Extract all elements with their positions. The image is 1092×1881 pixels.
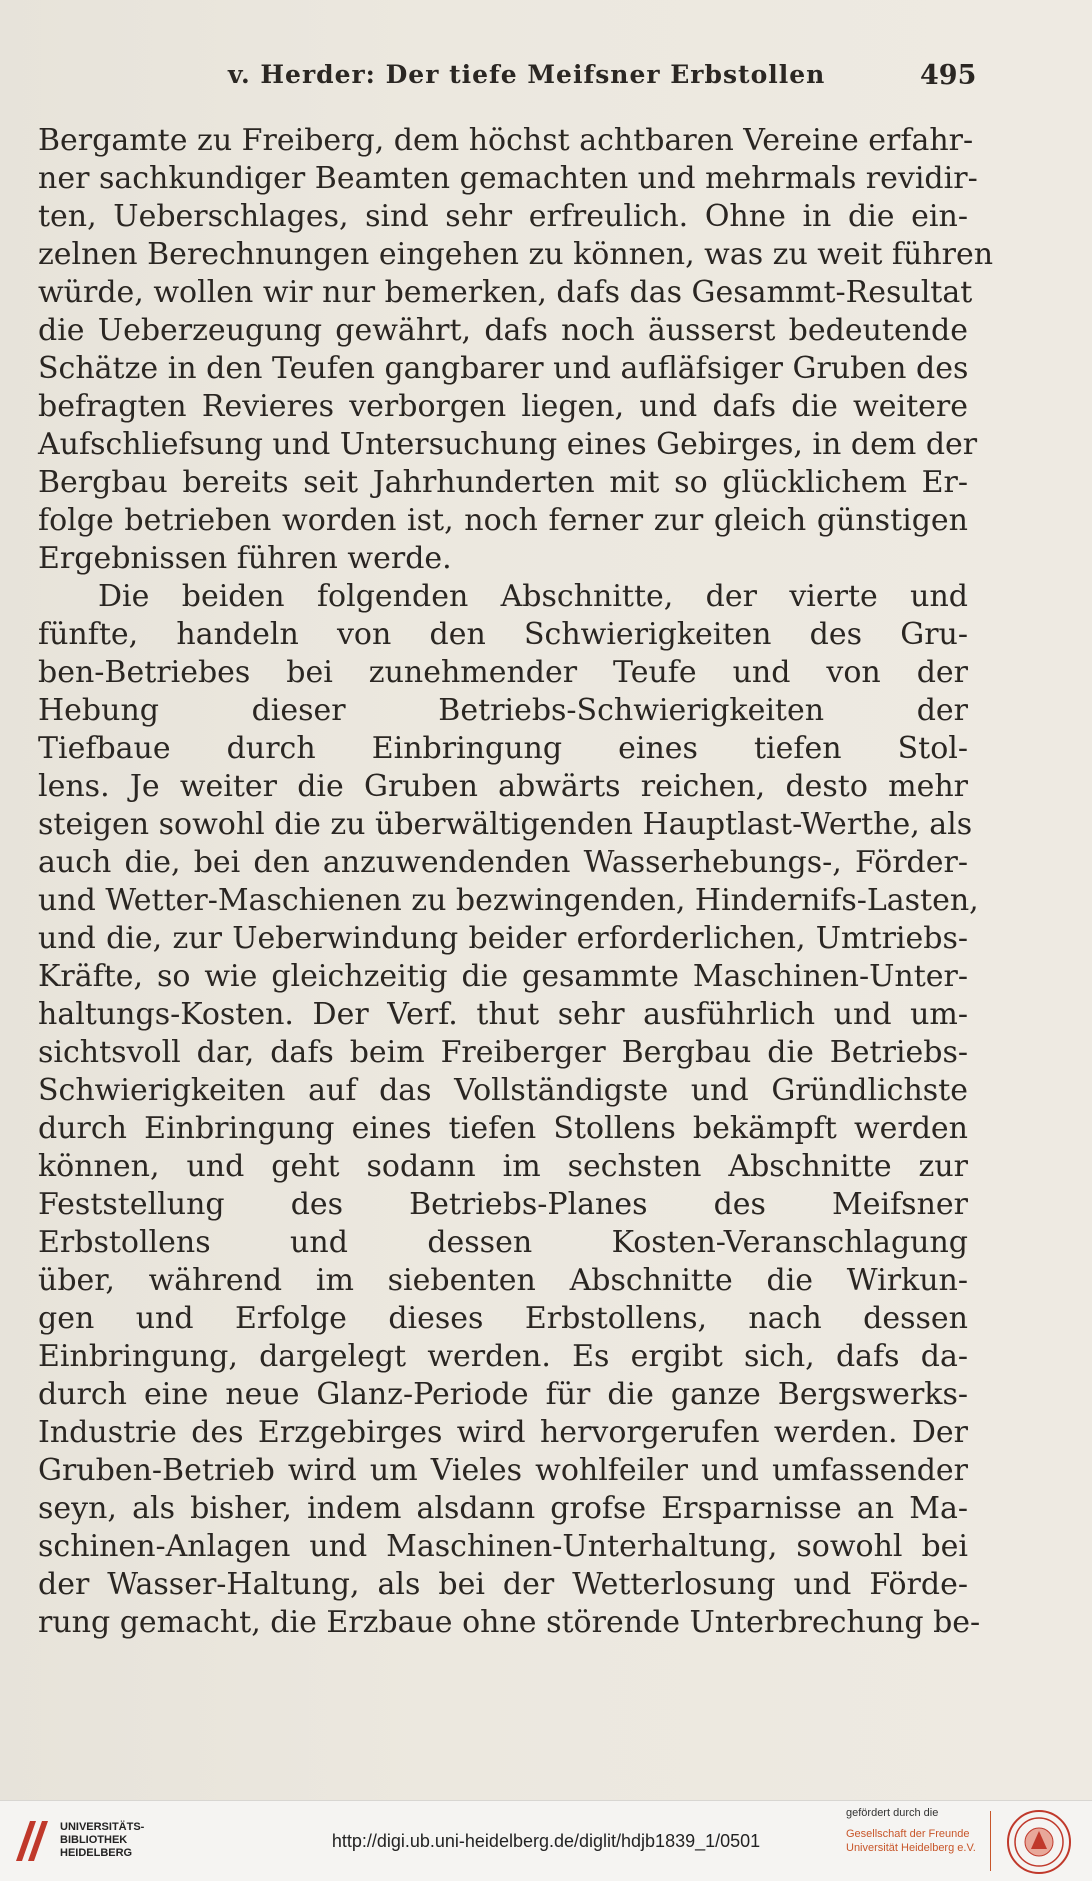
sponsor-name-line: Universität Heidelberg e.V. [846, 1842, 976, 1854]
text-line: Erbstollens und dessen Kosten-Veranschlagung [38, 1225, 968, 1260]
text-line: Kräfte, so wie gleichzeitig die gesammte Maschinen-Unter- [38, 959, 968, 994]
text-line: folge betrieben worden ist, noch ferner zur gleich günstigen [38, 503, 968, 538]
sponsor-label: gefördert durch die [846, 1807, 939, 1819]
text-line: Ergebnissen führen werde. [38, 541, 452, 576]
text-line: Schätze in den Teufen gangbarer und aufläfsiger Gruben des [38, 351, 969, 386]
viewer-footer [0, 1800, 1092, 1881]
text-line: lens. Je weiter die Gruben abwärts reichen, desto mehr [38, 769, 968, 804]
text-line: Hebung dieser Betriebs-Schwierigkeiten der [38, 693, 968, 728]
library-name-line: BIBLIOTHEK [60, 1834, 128, 1846]
text-line: Einbringung, dargelegt werden. Es ergibt sich, dafs da- [38, 1339, 968, 1374]
text-line: rung gemacht, die Erzbaue ohne störende Unterbrechung be- [38, 1605, 981, 1640]
text-line: fünfte, handeln von den Schwierigkeiten des Gru- [38, 617, 968, 652]
text-line: zelnen Berechnungen eingehen zu können, was zu weit führen [38, 237, 994, 272]
text-line: Bergbau bereits seit Jahrhunderten mit so glücklichem Er- [38, 465, 968, 500]
university-seal-icon[interactable] [1006, 1809, 1072, 1875]
text-line: Industrie des Erzgebirges wird hervorgerufen werden. Der [38, 1415, 968, 1450]
text-line: befragten Revieres verborgen liegen, und dafs die weitere [38, 389, 968, 424]
text-line: ner sachkundiger Beamten gemachten und mehrmals revidir- [38, 161, 978, 196]
text-line: steigen sowohl die zu überwältigenden Hauptlast-Werthe, als [38, 807, 973, 842]
text-line: können, und geht sodann im sechsten Abschnitte zur [38, 1149, 968, 1184]
text-line: haltungs-Kosten. Der Verf. thut sehr ausführlich und um- [38, 997, 968, 1032]
text-line: gen und Erfolge dieses Erbstollens, nach dessen [38, 1301, 968, 1336]
text-line: Aufschliefsung und Untersuchung eines Gebirges, in dem der [38, 427, 978, 462]
body-text [38, 122, 994, 1642]
text-line: Bergamte zu Freiberg, dem höchst achtbaren Vereine erfahr- [38, 123, 974, 158]
text-line: die Ueberzeugung gewährt, dafs noch äusserst bedeutende [38, 313, 968, 348]
text-line: ten, Ueberschlages, sind sehr erfreulich. Ohne in die ein- [38, 199, 968, 234]
text-line: der Wasser-Haltung, als bei der Wetterlosung und Förde- [38, 1567, 968, 1602]
text-line: seyn, als bisher, indem alsdann grofse Ersparnisse an Ma- [38, 1491, 968, 1526]
page-number: 495 [920, 60, 977, 91]
text-line: durch Einbringung eines tiefen Stollens bekämpft werden [38, 1111, 968, 1146]
text-line: sichtsvoll dar, dafs beim Freiberger Bergbau die Betriebs- [38, 1035, 968, 1070]
text-line: und Wetter-Maschienen zu bezwingenden, Hindernifs-Lasten, [38, 883, 979, 918]
sponsor-divider [990, 1811, 991, 1871]
text-line: über, während im siebenten Abschnitte die Wirkun- [38, 1263, 968, 1298]
running-title: v. Herder: Der tiefe Meifsner Erbstollen [228, 60, 826, 89]
library-name-line: HEIDELBERG [60, 1847, 133, 1859]
text-line: Schwierigkeiten auf das Vollständigste und Gründlichste [38, 1073, 968, 1108]
text-line: Feststellung des Betriebs-Planes des Meifsner [38, 1187, 968, 1222]
text-line: Gruben-Betrieb wird um Vieles wohlfeiler und umfassender [38, 1453, 968, 1488]
text-line: und die, zur Ueberwindung beider erforderlichen, Umtriebs- [38, 921, 968, 956]
permalink-url[interactable]: http://digi.ub.uni-heidelberg.de/diglit/hdjb1839_1/0501 [331, 1831, 761, 1851]
text-line: schinen-Anlagen und Maschinen-Unterhaltung, sowohl bei [38, 1529, 968, 1564]
sponsor-name[interactable] [846, 1827, 976, 1855]
text-line: Die beiden folgenden Abschnitte, der vierte und [98, 579, 968, 614]
sponsor-name-line: Gesellschaft der Freunde [846, 1828, 970, 1840]
text-line: würde, wollen wir nur bemerken, dafs das Gesammt-Resultat [38, 275, 973, 310]
running-header [0, 60, 1092, 100]
library-name-line: UNIVERSITÄTS- [60, 1821, 145, 1833]
text-line: ben-Betriebes bei zunehmender Teufe und von der [38, 655, 968, 690]
text-line: durch eine neue Glanz-Periode für die ganze Bergswerks- [38, 1377, 968, 1412]
text-line: Tiefbaue durch Einbringung eines tiefen Stol- [38, 731, 968, 766]
text-line: auch die, bei den anzuwendenden Wasserhebungs-, Förder- [38, 845, 968, 880]
